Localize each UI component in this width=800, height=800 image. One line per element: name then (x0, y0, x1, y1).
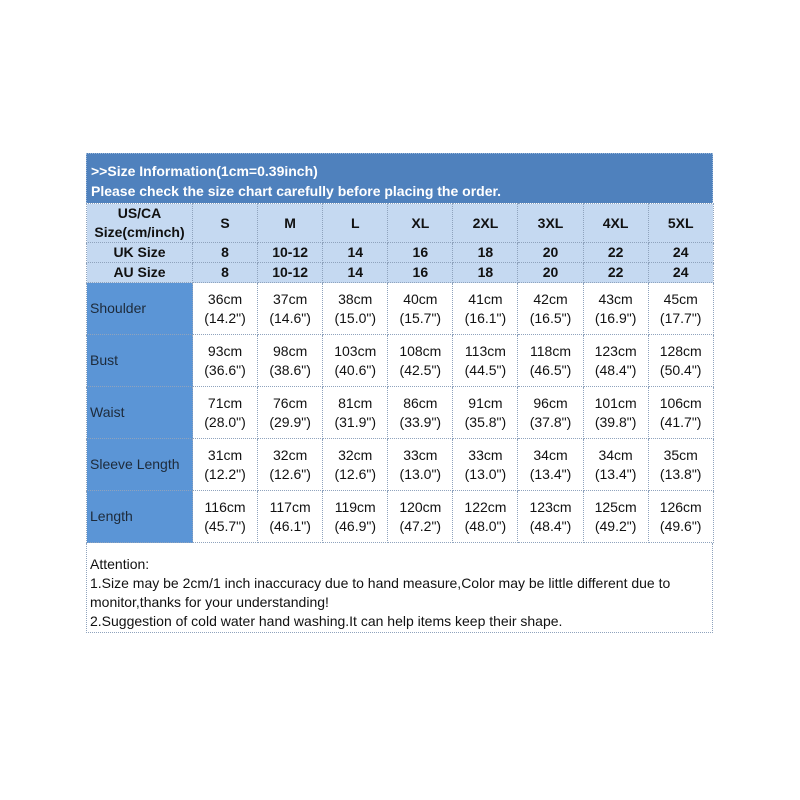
us-size-cell: 2XL (453, 204, 518, 243)
measurement-cm: 37cm (273, 290, 308, 307)
measurement-cm: 101cm (594, 394, 637, 411)
au-size-cell: 8 (193, 263, 258, 283)
uk-size-header: UK Size (87, 243, 193, 263)
measurement-cm: 34cm (533, 446, 568, 463)
measurement-cell (193, 491, 258, 543)
measurement-inch: (46.1") (269, 517, 311, 534)
measurement-cm: 33cm (403, 446, 438, 463)
measurement-inch: (31.9") (334, 413, 376, 430)
measurement-cell (388, 283, 453, 335)
measurement-inch: (37.8") (529, 413, 572, 430)
measurement-inch: (12.6") (334, 465, 376, 482)
measurement-cell (583, 335, 648, 387)
measurement-cell (648, 335, 713, 387)
measurement-cm: 34cm (598, 446, 633, 463)
measurement-cell (648, 283, 713, 335)
measurement-row (87, 283, 714, 335)
measurement-cell (193, 283, 258, 335)
measurement-cell (388, 387, 453, 439)
measurement-cm: 126cm (659, 498, 702, 515)
measurement-cm: 113cm (464, 342, 506, 359)
measurement-inch: (14.2") (204, 309, 246, 326)
measurement-label: Length (87, 491, 193, 543)
measurement-inch: (35.8") (464, 413, 507, 430)
measurement-inch: (46.5") (529, 361, 572, 378)
measurement-label: Shoulder (87, 283, 193, 335)
us-size-cell: XL (388, 204, 453, 243)
measurement-cell (258, 439, 323, 491)
measurement-cell (258, 283, 323, 335)
measurement-inch: (40.6") (334, 361, 376, 378)
measurement-inch: (44.5") (464, 361, 507, 378)
measurement-cm: 119cm (334, 498, 376, 515)
measurement-cm: 108cm (399, 342, 442, 359)
measurement-cm: 91cm (468, 394, 503, 411)
measurement-cell (518, 283, 583, 335)
us-size-cell: 3XL (518, 204, 583, 243)
us-size-row (87, 204, 714, 243)
measurement-cell (453, 439, 518, 491)
measurement-label: Bust (87, 335, 193, 387)
measurement-cm: 117cm (269, 498, 311, 515)
measurement-cm: 106cm (659, 394, 702, 411)
measurement-cell (518, 387, 583, 439)
measurement-inch: (49.6") (659, 517, 702, 534)
measurement-cm: 81cm (338, 394, 373, 411)
measurement-cm: 122cm (464, 498, 507, 515)
measurement-cell (388, 491, 453, 543)
measurement-inch: (48.4") (529, 517, 572, 534)
measurement-inch: (12.2") (204, 465, 246, 482)
measurement-cm: 41cm (468, 290, 503, 307)
measurement-inch: (13.8") (659, 465, 702, 482)
measurement-cell (258, 491, 323, 543)
measurement-inch: (12.6") (269, 465, 311, 482)
measurement-cm: 123cm (594, 342, 637, 359)
measurement-inch: (39.8") (594, 413, 637, 430)
measurement-cm: 32cm (338, 446, 373, 463)
au-size-cell: 20 (518, 263, 583, 283)
measurement-inch: (47.2") (399, 517, 442, 534)
measurement-cell (323, 335, 388, 387)
us-size-cell: 4XL (583, 204, 648, 243)
banner-note: Please check the size chart carefully before placing the order. (91, 183, 502, 199)
measurement-cell (258, 335, 323, 387)
measurement-cell (518, 491, 583, 543)
measurement-inch: (16.1") (464, 309, 507, 326)
attention-notes (86, 543, 713, 633)
measurement-inch: (33.9") (399, 413, 442, 430)
measurement-cell (323, 491, 388, 543)
measurement-cm: 43cm (598, 290, 633, 307)
measurement-cell (388, 335, 453, 387)
measurement-inch: (15.0") (334, 309, 376, 326)
uk-size-cell: 24 (648, 243, 713, 263)
measurement-inch: (38.6") (269, 361, 311, 378)
measurement-inch: (28.0") (204, 413, 246, 430)
measurement-cm: 116cm (204, 498, 246, 515)
measurement-label: Sleeve Length (87, 439, 193, 491)
size-chart (86, 153, 713, 633)
measurement-cell (648, 387, 713, 439)
measurement-cell (583, 491, 648, 543)
measurement-inch: (16.9") (594, 309, 637, 326)
measurement-cm: 38cm (338, 290, 373, 307)
measurement-cell (453, 387, 518, 439)
measurement-row (87, 335, 714, 387)
measurement-cell (193, 387, 258, 439)
us-size-cell: L (323, 204, 388, 243)
measurement-inch: (48.4") (594, 361, 637, 378)
attention-line-2: monitor,thanks for your understanding! (90, 594, 329, 610)
measurement-cm: 35cm (663, 446, 698, 463)
us-size-header (87, 204, 193, 243)
au-size-cell: 10-12 (258, 263, 323, 283)
uk-size-cell: 14 (323, 243, 388, 263)
measurement-cm: 45cm (663, 290, 698, 307)
banner-title: >>Size Information(1cm=0.39inch) (91, 163, 318, 179)
measurement-cell (648, 439, 713, 491)
us-size-cell: S (193, 204, 258, 243)
au-size-cell: 16 (388, 263, 453, 283)
au-size-cell: 24 (648, 263, 713, 283)
measurement-cm: 125cm (594, 498, 637, 515)
measurement-cell (388, 439, 453, 491)
measurement-cell (258, 387, 323, 439)
measurement-inch: (50.4") (659, 361, 702, 378)
uk-size-cell: 8 (193, 243, 258, 263)
measurement-row (87, 439, 714, 491)
au-size-cell: 18 (453, 263, 518, 283)
measurement-cm: 118cm (530, 342, 571, 359)
measurement-cm: 103cm (334, 342, 377, 359)
us-size-header-line-1: US/CA (117, 205, 162, 221)
measurement-cm: 98cm (273, 342, 308, 359)
measurement-inch: (13.4") (529, 465, 572, 482)
au-size-header: AU Size (87, 263, 193, 283)
measurement-cm: 86cm (403, 394, 438, 411)
au-size-cell: 14 (323, 263, 388, 283)
measurement-inch: (36.6") (204, 361, 246, 378)
us-size-header-line-2: Size(cm/inch) (94, 224, 185, 240)
attention-line-3: 2.Suggestion of cold water hand washing.It can help items keep their shape. (90, 613, 563, 629)
measurement-cm: 36cm (207, 290, 243, 307)
measurement-cm: 76cm (273, 394, 308, 411)
measurement-cm: 32cm (273, 446, 308, 463)
measurement-inch: (45.7") (204, 517, 246, 534)
measurement-inch: (49.2") (594, 517, 637, 534)
measurement-cm: 33cm (468, 446, 503, 463)
measurement-cm: 71cm (207, 394, 243, 411)
measurement-inch: (15.7") (399, 309, 442, 326)
measurement-inch: (13.4") (594, 465, 637, 482)
measurement-inch: (29.9") (269, 413, 311, 430)
attention-title: Attention: (90, 556, 150, 572)
measurement-cell (323, 283, 388, 335)
us-size-cell: M (258, 204, 323, 243)
measurement-cm: 93cm (207, 342, 243, 359)
uk-size-row (87, 243, 714, 263)
measurement-cm: 128cm (659, 342, 702, 359)
au-size-cell: 22 (583, 263, 648, 283)
measurement-inch: (46.9") (334, 517, 376, 534)
measurement-inch: (16.5") (529, 309, 572, 326)
measurement-inch: (42.5") (399, 361, 442, 378)
measurement-cm: 40cm (403, 290, 438, 307)
measurement-cell (453, 335, 518, 387)
measurement-inch: (13.0") (464, 465, 507, 482)
measurement-cell (648, 491, 713, 543)
measurement-cell (583, 283, 648, 335)
uk-size-cell: 16 (388, 243, 453, 263)
au-size-row (87, 263, 714, 283)
measurement-cm: 31cm (207, 446, 243, 463)
measurement-label: Waist (87, 387, 193, 439)
measurement-inch: (41.7") (659, 413, 702, 430)
measurement-cell (323, 439, 388, 491)
uk-size-cell: 10-12 (258, 243, 323, 263)
uk-size-cell: 18 (453, 243, 518, 263)
attention-line-1: 1.Size may be 2cm/1 inch inaccuracy due to hand measure,Color may be little different due to (90, 575, 671, 591)
measurement-row (87, 491, 714, 543)
measurement-inch: (14.6") (269, 309, 311, 326)
measurement-cell (193, 335, 258, 387)
uk-size-cell: 22 (583, 243, 648, 263)
measurement-cell (583, 439, 648, 491)
measurement-cell (453, 283, 518, 335)
measurement-cell (518, 335, 583, 387)
measurement-cell (518, 439, 583, 491)
measurement-cell (193, 439, 258, 491)
measurement-inch: (48.0") (464, 517, 507, 534)
measurement-cm: 123cm (529, 498, 572, 515)
us-size-cell: 5XL (648, 204, 713, 243)
uk-size-cell: 20 (518, 243, 583, 263)
size-table (86, 203, 714, 543)
measurement-cm: 96cm (533, 394, 568, 411)
measurement-cell (583, 387, 648, 439)
measurement-inch: (13.0") (399, 465, 442, 482)
measurement-cell (453, 491, 518, 543)
measurement-row (87, 387, 714, 439)
measurement-cm: 42cm (533, 290, 568, 307)
measurement-cm: 120cm (399, 498, 442, 515)
measurement-inch: (17.7") (659, 309, 702, 326)
size-info-banner (86, 153, 713, 203)
measurement-cell (323, 387, 388, 439)
